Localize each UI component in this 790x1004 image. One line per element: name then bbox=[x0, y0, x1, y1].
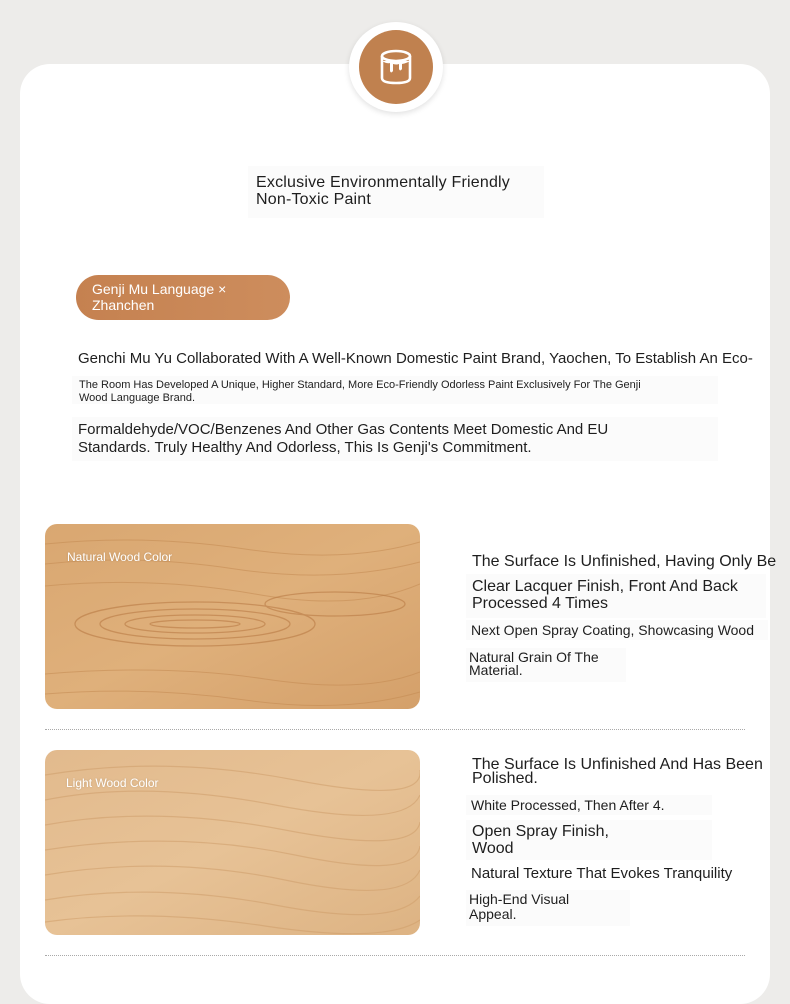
finish-line: White Processed, Then After 4. bbox=[471, 797, 665, 813]
finish-line: Material. bbox=[469, 662, 523, 678]
light-wood-swatch bbox=[45, 750, 420, 935]
finish-box bbox=[466, 648, 626, 682]
finish-line: The Surface Is Unfinished And Has Been bbox=[472, 756, 763, 773]
brand-collab-badge bbox=[76, 275, 290, 320]
finish-box bbox=[466, 890, 630, 926]
finish-line: Natural Grain Of The bbox=[469, 649, 599, 665]
finish-box bbox=[466, 795, 712, 815]
finish-box bbox=[466, 574, 766, 618]
standards-line: Formaldehyde/VOC/Benzenes And Other Gas Contents Meet Domestic And EU bbox=[78, 421, 609, 438]
finish-line-group bbox=[472, 758, 763, 786]
finish-box bbox=[466, 820, 712, 860]
page-title bbox=[248, 166, 544, 218]
finish-line: High-End Visual bbox=[469, 891, 570, 907]
intro-headline: Genchi Mu Yu Collaborated With A Well-Known Domestic Paint Brand, Yaochen, To Establish An Eco- bbox=[78, 350, 753, 367]
intro-line: The Room Has Developed A Unique, Higher Standard, More Eco-Friendly Odorless Paint Exclusively For The Genji bbox=[79, 379, 641, 391]
finish-line: Clear Lacquer Finish, Front And Back bbox=[472, 578, 738, 595]
finish-line: Processed 4 Times bbox=[472, 595, 609, 612]
title-line-2: Non-Toxic Paint bbox=[256, 191, 372, 208]
badge-line-2: Zhanchen bbox=[92, 297, 155, 313]
standards-line: Standards. Truly Healthy And Odorless, This Is Genji's Commitment. bbox=[78, 439, 532, 456]
intro-paragraph bbox=[72, 376, 718, 404]
finish-line: Open Spray Finish, bbox=[472, 823, 609, 840]
finish-box bbox=[466, 620, 768, 640]
standards-paragraph bbox=[72, 417, 718, 461]
logo-badge bbox=[349, 22, 443, 112]
finish-line: Natural Texture That Evokes Tranquility bbox=[471, 865, 733, 882]
section-divider bbox=[45, 729, 745, 730]
section-divider bbox=[45, 955, 745, 956]
swatch-label: Natural Wood Color bbox=[67, 550, 173, 564]
paint-bucket-icon bbox=[359, 30, 433, 104]
finish-line: Polished. bbox=[472, 770, 538, 787]
swatch-label: Light Wood Color bbox=[66, 776, 159, 790]
title-line-1: Exclusive Environmentally Friendly bbox=[256, 174, 511, 191]
finish-line: Wood bbox=[472, 840, 514, 857]
natural-wood-swatch bbox=[45, 524, 420, 709]
finish-line: The Surface Is Unfinished, Having Only Be bbox=[472, 553, 777, 570]
intro-line: Wood Language Brand. bbox=[79, 392, 195, 404]
finish-line: Appeal. bbox=[469, 906, 517, 922]
badge-line-1: Genji Mu Language × bbox=[92, 281, 227, 297]
finish-line: Next Open Spray Coating, Showcasing Wood bbox=[471, 622, 755, 638]
